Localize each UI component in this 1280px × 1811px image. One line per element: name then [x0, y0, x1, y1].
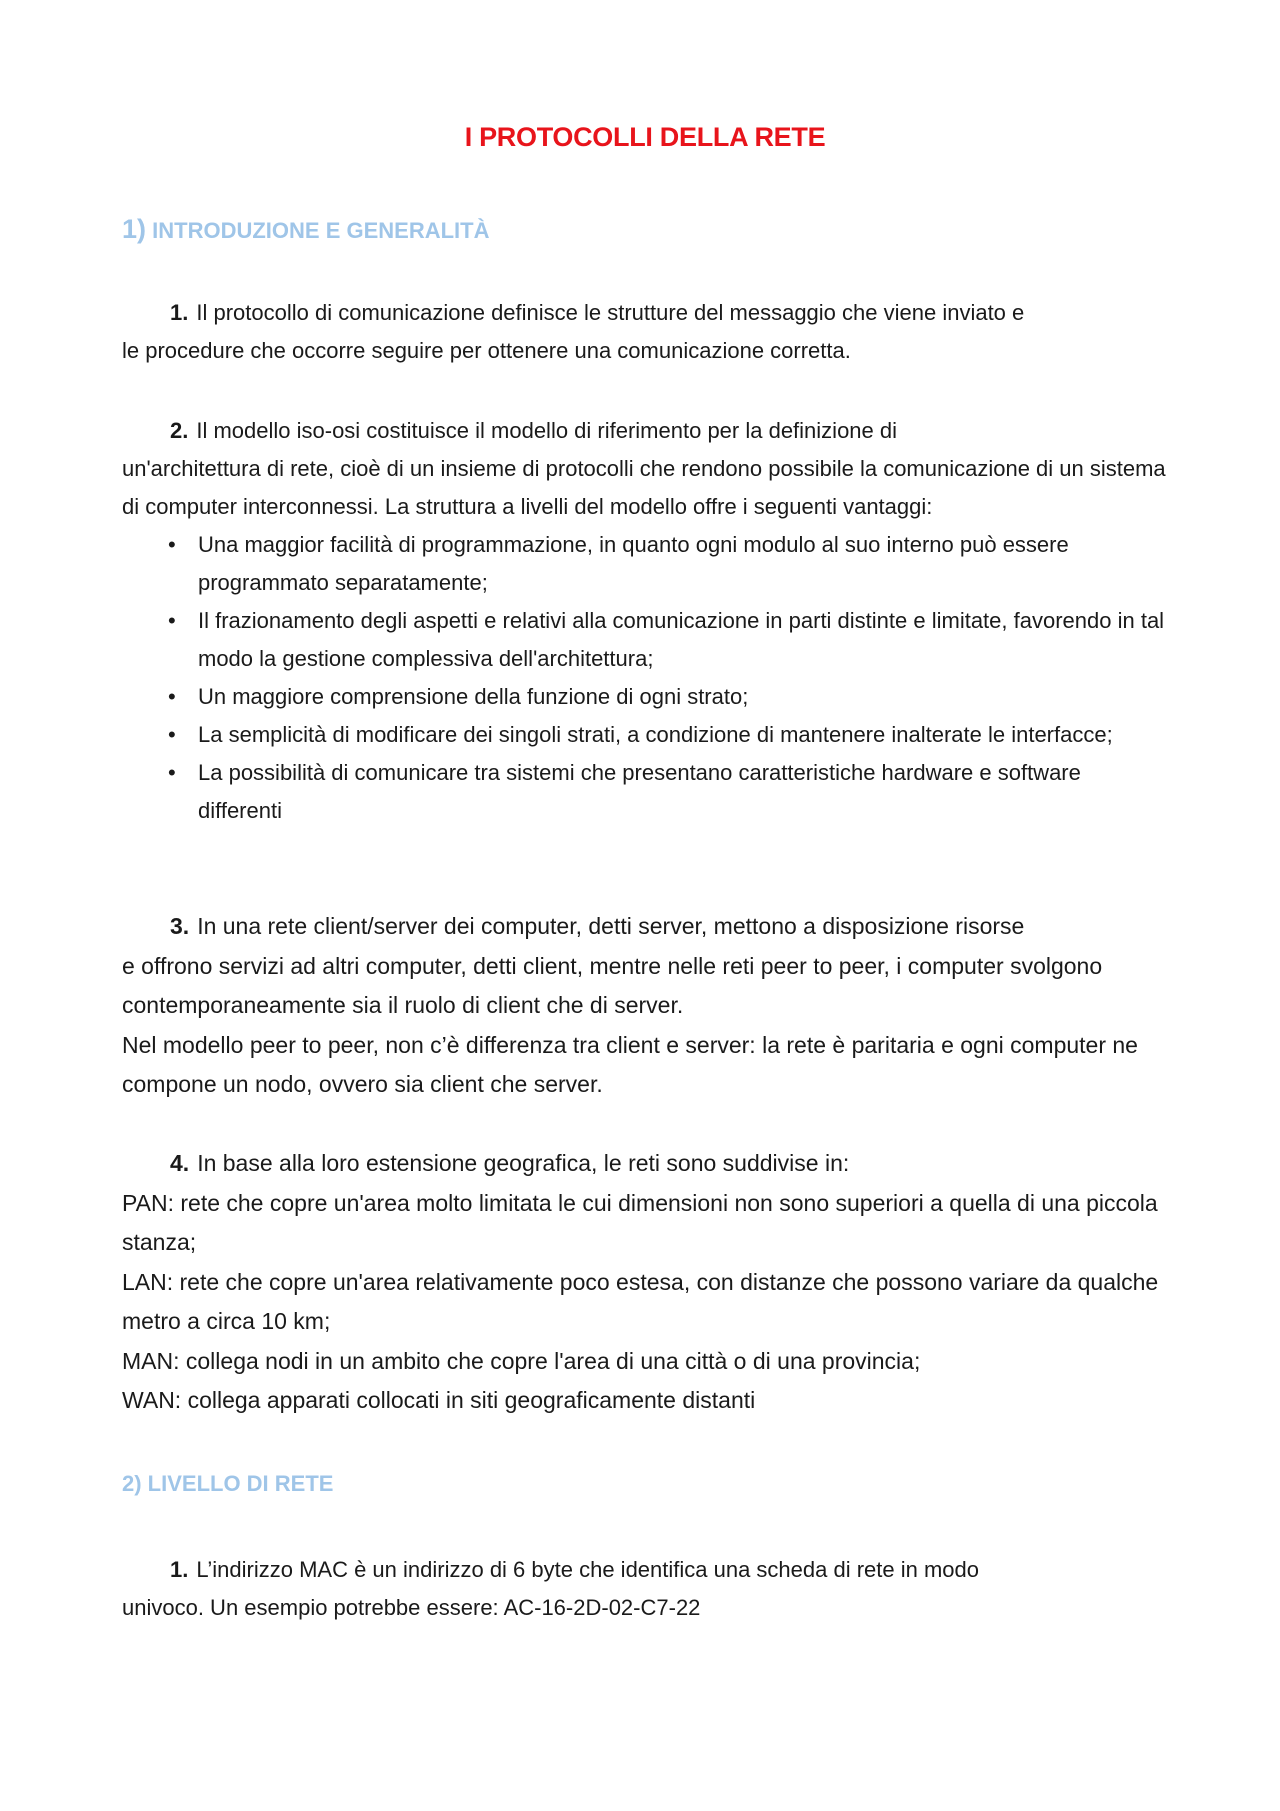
item-text-rest: e offrono servizi ad altri computer, detti client, mentre nelle reti peer to peer, i computer svolgono contemporaneamente sia il ruolo di client che di server.: [122, 952, 1103, 1018]
lan-definition: LAN: rete che copre un'area relativamente poco estesa, con distanze che possono variare da qualche metro a circa 10 km;: [122, 1268, 1159, 1334]
item-3-client-server: [122, 907, 1168, 1105]
item-text-line1: In una rete client/server dei computer, detti server, mettono a disposizione risorse: [197, 913, 1025, 939]
list-item: • Il frazionamento degli aspetti e relativi alla comunicazione in parti distinte e limitate, favorendo in tal modo la gestione complessiva dell'architettura;: [122, 602, 1168, 678]
item-text-line2: le procedure che occorre seguire per ottenere una comunicazione corretta.: [122, 338, 851, 363]
item-text-line1: Il modello iso-osi costituisce il modello di riferimento per la definizione di: [196, 418, 898, 443]
item-4-tipi-di-rete: [122, 1144, 1168, 1421]
item-text-line1: In base alla loro estensione geografica, le reti sono suddivise in:: [197, 1150, 850, 1176]
item-number: 3.: [170, 913, 190, 939]
section-heading-introduzione: [122, 214, 489, 245]
list-item: • La semplicità di modificare dei singoli strati, a condizione di mantenere inalterate le interfacce;: [122, 716, 1168, 754]
item-number: 1.: [170, 1557, 189, 1582]
man-definition: MAN: collega nodi in un ambito che copre l'area di una città o di una provincia;: [122, 1347, 921, 1374]
list-item: • La possibilità di comunicare tra sistemi che presentano caratteristiche hardware e software differenti: [122, 754, 1168, 830]
item-text-line1: Il protocollo di comunicazione definisce le strutture del messaggio che viene inviato e: [196, 300, 1025, 325]
advantages-list: [122, 526, 1168, 830]
item-number: 4.: [170, 1150, 190, 1176]
item-5-indirizzo-mac: [122, 1551, 1168, 1627]
item-number: 1.: [170, 300, 189, 325]
item-text-peer: Nel modello peer to peer, non c’è differenza tra client e server: la rete è paritaria e ogni computer ne compone un nodo, ovvero sia client che server.: [122, 1031, 1138, 1097]
item-text-rest: un'architettura di rete, cioè di un insieme di protocolli che rendono possibile la comunicazione di un sistema di computer interconnessi. La struttura a livelli del modello offre i seguenti vantaggi:: [122, 456, 1166, 519]
pan-definition: PAN: rete che copre un'area molto limitata le cui dimensioni non sono superiori a quella di una piccola stanza;: [122, 1189, 1158, 1255]
list-item: • Una maggior facilità di programmazione, in quanto ogni modulo al suo interno può essere programmato separatamente;: [122, 526, 1168, 602]
wan-definition: WAN: collega apparati collocati in siti geograficamente distanti: [122, 1387, 756, 1413]
list-item: • Un maggiore comprensione della funzione di ogni strato;: [122, 678, 1168, 716]
item-1-protocollo: [122, 294, 1168, 370]
item-text-line1: L’indirizzo MAC è un indirizzo di 6 byte che identifica una scheda di rete in modo: [196, 1557, 980, 1582]
document-title: I PROTOCOLLI DELLA RETE: [464, 122, 826, 152]
section-title: INTRODUZIONE E GENERALITÀ: [152, 218, 490, 243]
item-2-iso-osi: [122, 412, 1168, 830]
item-text-line2: univoco. Un esempio potrebbe essere: AC-16-2D-02-C7-22: [122, 1595, 701, 1620]
item-number: 2.: [170, 418, 189, 443]
section-number: 1): [122, 214, 147, 244]
section-heading-livello-di-rete: 2) LIVELLO DI RETE: [122, 1471, 334, 1496]
